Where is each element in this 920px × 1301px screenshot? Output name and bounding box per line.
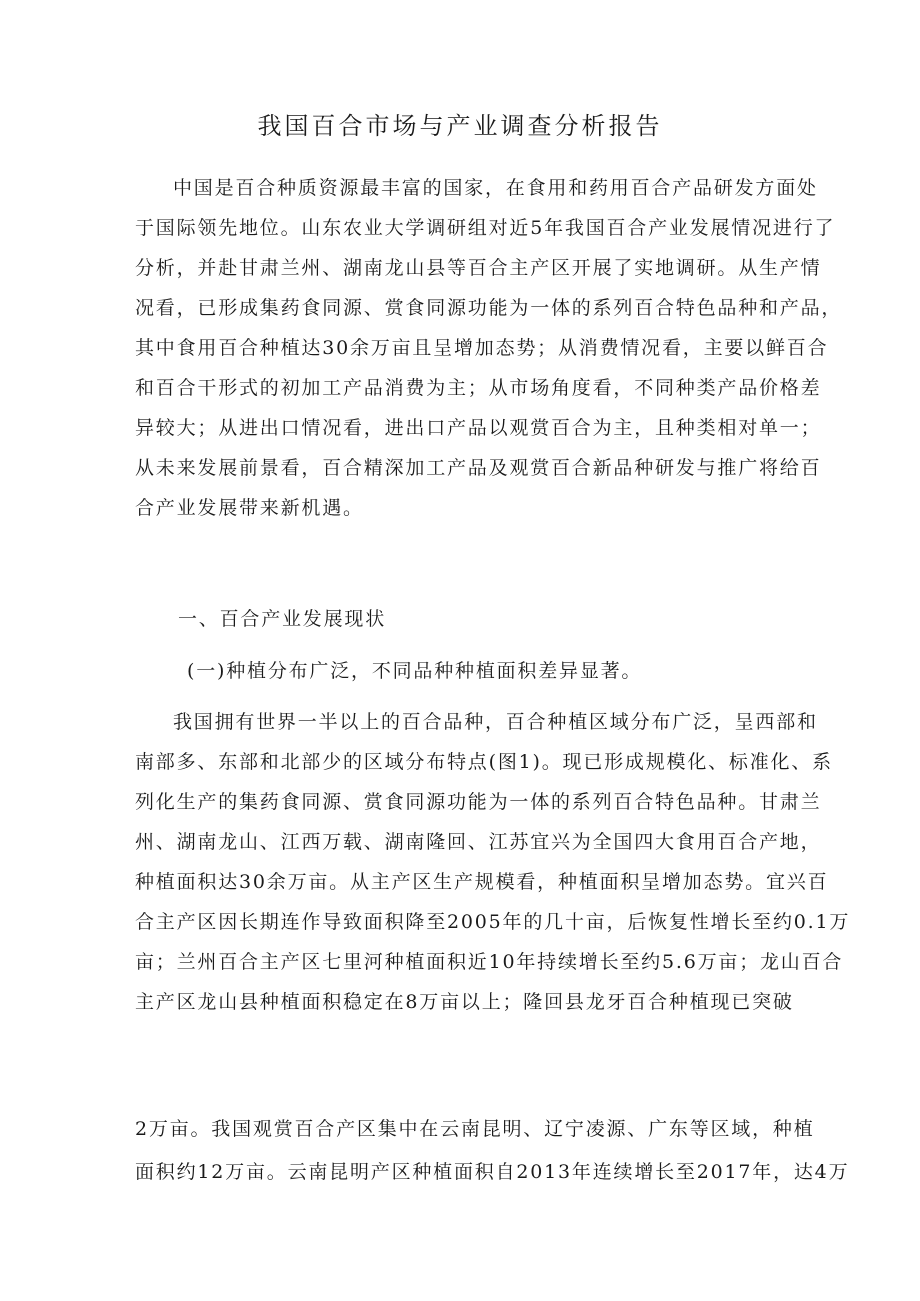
intro-line: 于国际领先地位。山东农业大学调研组对近5年我国百合产业发展情况进行了	[135, 217, 836, 239]
distribution-line: 列化生产的集药食同源、赏食同源功能为一体的系列百合特色品种。甘肃兰	[135, 791, 822, 813]
intro-line: 分析，并赴甘肃兰州、湖南龙山县等百合主产区开展了实地调研。从生产情	[135, 257, 822, 279]
intro-line: 异较大；从进出口情况看，进出口产品以观赏百合为主，且种类相对单一；	[135, 417, 822, 439]
continuation-line: 面积约12万亩。云南昆明产区种植面积自2013年连续增长至2017年，达4万	[135, 1161, 850, 1183]
intro-line: 中国是百合种质资源最丰富的国家，在食用和药用百合产品研发方面处	[173, 177, 818, 199]
intro-line: 和百合干形式的初加工产品消费为主；从市场角度看，不同种类产品价格差	[135, 377, 822, 399]
distribution-line: 种植面积达30余万亩。从主产区生产规模看，种植面积呈增加态势。宜兴百	[135, 871, 829, 893]
distribution-line: 主产区龙山县种植面积稳定在8万亩以上；隆回县龙牙百合种植现已突破	[135, 991, 794, 1013]
continuation-line: 2万亩。我国观赏百合产区集中在云南昆明、辽宁凌源、广东等区域，种植	[135, 1118, 815, 1140]
distribution-line: 合主产区因长期连作导致面积降至2005年的几十亩，后恢复性增长至约0.1万	[135, 911, 851, 933]
intro-line: 从未来发展前景看，百合精深加工产品及观赏百合新品种研发与推广将给百	[135, 457, 822, 479]
subsection-heading: (一)种植分布广泛，不同品种种植面积差异显著。	[187, 660, 643, 682]
intro-paragraph	[135, 168, 843, 528]
distribution-line: 我国拥有世界一半以上的百合品种，百合种植区域分布广泛，呈西部和	[173, 711, 818, 733]
intro-line: 况看，已形成集药食同源、赏食同源功能为一体的系列百合特色品种和产品，	[135, 297, 843, 319]
intro-line: 其中食用百合种植达30余万亩且呈增加态势；从消费情况看，主要以鲜百合	[135, 337, 829, 359]
distribution-paragraph	[135, 702, 851, 1022]
continuation-paragraph	[135, 1108, 850, 1194]
distribution-line: 南部多、东部和北部少的区域分布特点(图1)。现已形成规模化、标准化、系	[135, 751, 833, 773]
distribution-line: 亩；兰州百合主产区七里河种植面积近10年持续增长至约5.6万亩；龙山百合	[135, 951, 844, 973]
intro-line: 合产业发展带来新机遇。	[135, 497, 364, 519]
document-title: 我国百合市场与产业调查分析报告	[257, 112, 663, 140]
section-heading: 一、百合产业发展现状	[178, 608, 387, 630]
distribution-line: 州、湖南龙山、江西万载、湖南隆回、江苏宜兴为全国四大食用百合产地，	[135, 831, 822, 853]
